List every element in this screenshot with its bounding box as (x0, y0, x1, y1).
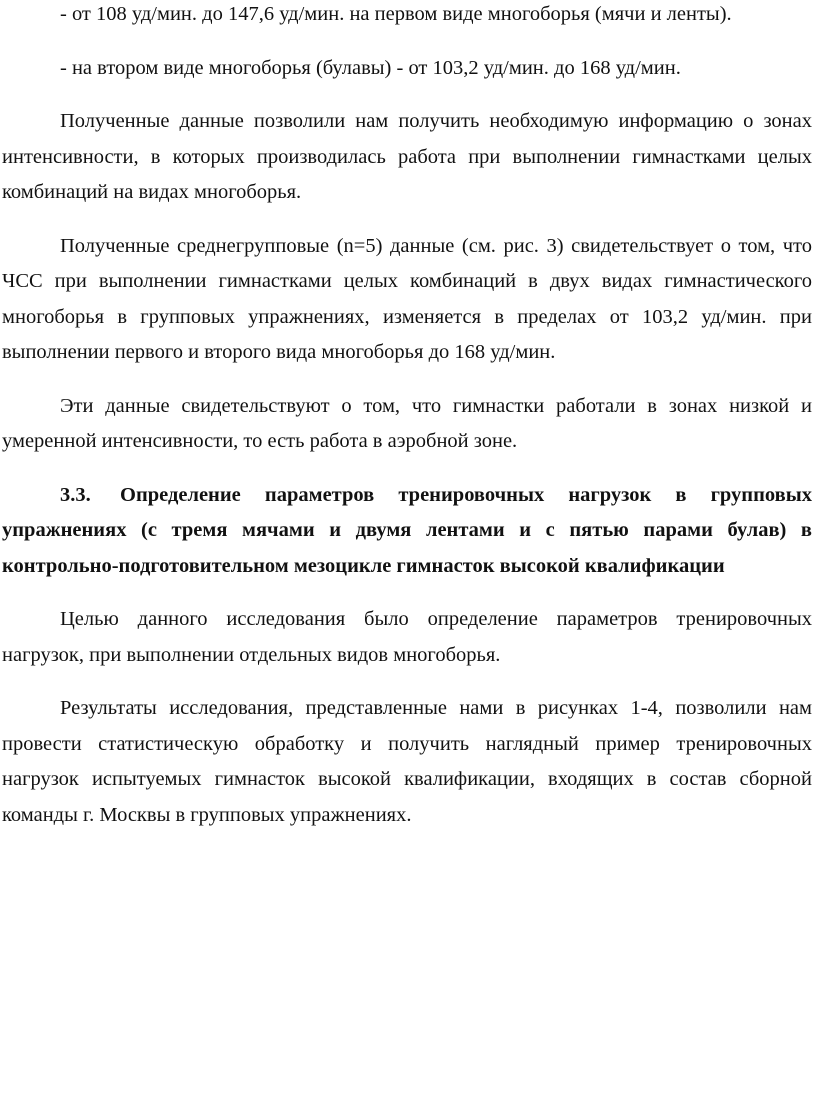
section-number: 3.3. (60, 483, 91, 506)
paragraph-hr-range-first: - от 108 уд/мин. до 147,6 уд/мин. на первом виде многоборья (мячи и ленты). (60, 3, 732, 25)
paragraph-hr-range-second: - на втором виде многоборья (булавы) - от 103,2 уд/мин. до 168 уд/мин. (60, 56, 681, 79)
paragraph-research-results: Результаты исследования, представленные нами в рисунках 1-4, позволили нам провести статистическую обработку и получить наглядный пример тренировочных нагрузок испытуемых гимнасток высокой квалификации, входящих в состав сборной команды г. Москвы в групповых упражнениях. (2, 697, 812, 826)
section-title: Определение параметров тренировочных нагрузок в групповых упражнениях (с тремя мячами и двумя лентами и с пятью парами булав) в контрольно-подготовительном мезоцикле гимнасток высокой квалификации (2, 483, 812, 577)
paragraph-group-average: Полученные среднегрупповые (n=5) данные (см. рис. 3) свидетельствует о том, что ЧСС при выполнении гимнастками целых комбинаций в двух видах гимнастического многоборья в групповых упражнениях, изменяется в пределах от 103,2 уд/мин. при выполнении первого и второго вида многоборья до 168 уд/мин. (2, 234, 812, 363)
paragraph-research-goal: Целью данного исследования было определение параметров тренировочных нагрузок, при выполнении отдельных видов многоборья. (2, 608, 812, 666)
paragraph-aerobic-zone: Эти данные свидетельствуют о том, что гимнастки работали в зонах низкой и умеренной интенсивности, то есть работа в аэробной зоне. (2, 394, 812, 452)
section-heading (2, 478, 812, 585)
paragraph-intensity-zones: Полученные данные позволили нам получить необходимую информацию о зонах интенсивности, в которых производилась работа при выполнении гимнастками целых комбинаций на видах многоборья. (2, 110, 812, 203)
